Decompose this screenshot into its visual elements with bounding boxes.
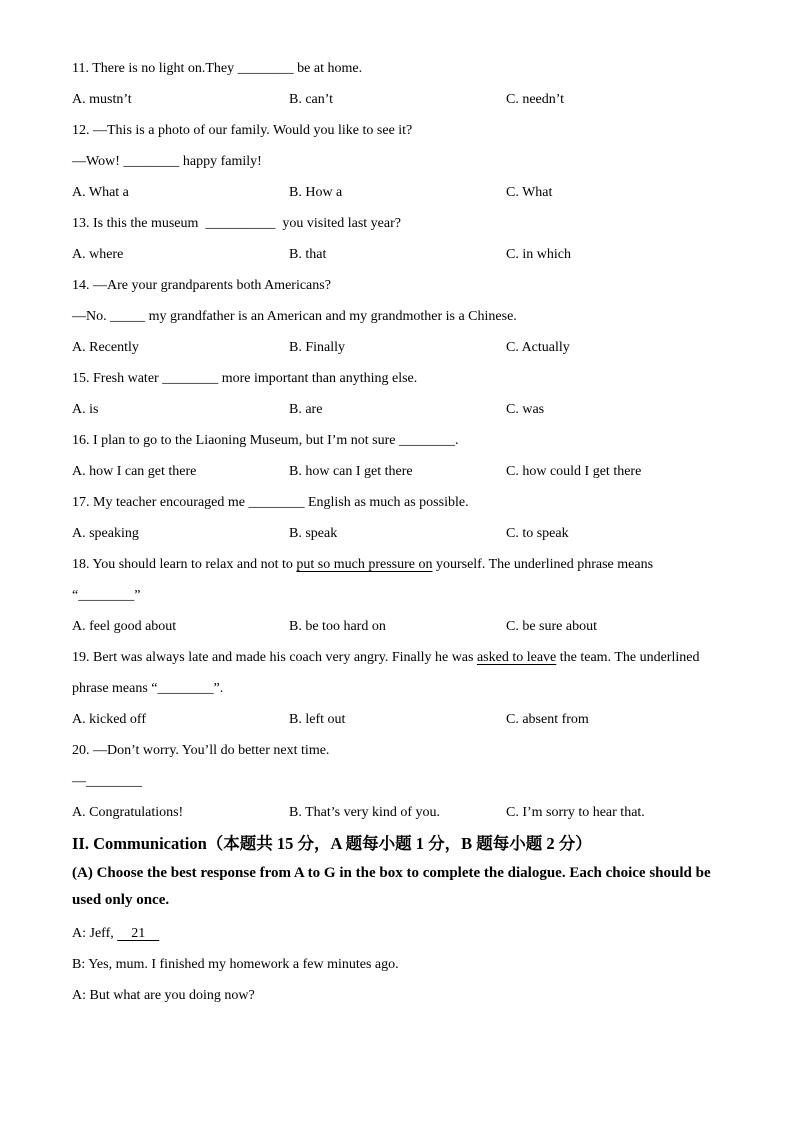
question-block-19 <box>72 642 738 735</box>
question-13-text <box>72 208 738 239</box>
question-12-option-a: A. What a <box>72 185 129 200</box>
underlined-phrase: asked to leave <box>476 650 557 665</box>
question-block-17 <box>72 487 738 549</box>
question-15-option-b: B. are <box>289 402 323 417</box>
text-segment: yourself. The underlined phrase means <box>432 557 654 572</box>
question-14-text <box>72 270 738 301</box>
question-block-11 <box>72 53 738 115</box>
text-segment: —No. _____ my grandfather is an American and my grandmother is a Chinese. <box>72 309 517 324</box>
question-block-12 <box>72 115 738 208</box>
question-20-text <box>72 735 738 766</box>
question-14-option-b: B. Finally <box>289 340 346 355</box>
questions-list <box>72 53 738 828</box>
question-15-text <box>72 363 738 394</box>
question-20-option-c: C. I’m sorry to hear that. <box>506 805 645 820</box>
text-segment: 11. There is no light on.They ________ be at home. <box>72 61 363 76</box>
question-17-options <box>72 518 738 549</box>
question-11-text <box>72 53 738 84</box>
question-16-option-a: A. how I can get there <box>72 464 197 479</box>
question-block-15 <box>72 363 738 425</box>
text-segment: —________ <box>72 774 142 789</box>
underlined-phrase: 21 <box>117 926 160 941</box>
question-14-option-a: A. Recently <box>72 340 139 355</box>
question-12-option-c: C. What <box>506 185 553 200</box>
text-segment: 20. —Don’t worry. You’ll do better next time. <box>72 743 330 758</box>
question-18-options <box>72 611 738 642</box>
question-11-option-a: A. mustn’t <box>72 92 132 107</box>
question-block-16 <box>72 425 738 487</box>
question-block-18 <box>72 549 738 642</box>
question-12-text <box>72 115 738 146</box>
text-segment: 17. My teacher encouraged me ________ English as much as possible. <box>72 495 469 510</box>
question-14-text <box>72 301 738 332</box>
text-segment: 15. Fresh water ________ more important than anything else. <box>72 371 418 386</box>
question-17-option-c: C. to speak <box>506 526 569 541</box>
text-segment: “________” <box>72 588 141 603</box>
question-16-option-c: C. how could I get there <box>506 464 642 479</box>
text-segment: 12. —This is a photo of our family. Would you like to see it? <box>72 123 413 138</box>
text-segment: 13. Is this the museum __________ you visited last year? <box>72 216 401 231</box>
question-15-option-a: A. is <box>72 402 99 417</box>
question-19-options <box>72 704 738 735</box>
question-19-option-a: A. kicked off <box>72 712 146 727</box>
question-11-option-b: B. can’t <box>289 92 334 107</box>
underlined-phrase: put so much pressure on <box>296 557 433 572</box>
dialogue-list <box>72 918 738 1011</box>
question-14-options <box>72 332 738 363</box>
text-segment: the team. The underlined <box>556 650 700 665</box>
text-segment: 18. You should learn to relax and not to <box>72 557 297 572</box>
section2-heading: II. Communication（本题共 15 分，A 题每小题 1 分，B 题每小题 2 分） <box>72 834 592 853</box>
question-block-14 <box>72 270 738 363</box>
section2-instruction: (A) Choose the best response from A to G in the box to complete the dialogue. Each choice should be used only once. <box>72 865 711 908</box>
question-19-option-c: C. absent from <box>506 712 589 727</box>
question-11-options <box>72 84 738 115</box>
question-19-text <box>72 673 738 704</box>
question-12-option-b: B. How a <box>289 185 343 200</box>
question-19-text <box>72 642 738 673</box>
question-15-options <box>72 394 738 425</box>
question-16-option-b: B. how can I get there <box>289 464 413 479</box>
question-13-option-a: A. where <box>72 247 124 262</box>
question-13-options <box>72 239 738 270</box>
text-segment: phrase means “________”. <box>72 681 224 696</box>
question-18-option-a: A. feel good about <box>72 619 177 634</box>
question-20-text <box>72 766 738 797</box>
question-18-text <box>72 580 738 611</box>
question-14-option-c: C. Actually <box>506 340 570 355</box>
question-18-option-b: B. be too hard on <box>289 619 386 634</box>
question-12-options <box>72 177 738 208</box>
question-20-option-b: B. That’s very kind of you. <box>289 805 441 820</box>
question-19-option-b: B. left out <box>289 712 346 727</box>
question-15-option-c: C. was <box>506 402 545 417</box>
question-16-text <box>72 425 738 456</box>
question-16-options <box>72 456 738 487</box>
text-segment: 19. Bert was always late and made his coach very angry. Finally he was <box>72 650 477 665</box>
text-segment: 14. —Are your grandparents both Americans? <box>72 278 331 293</box>
question-13-option-c: C. in which <box>506 247 571 262</box>
question-12-text <box>72 146 738 177</box>
text-segment: A: But what are you doing now? <box>72 988 255 1003</box>
question-17-text <box>72 487 738 518</box>
question-20-options <box>72 797 738 828</box>
text-segment: B: Yes, mum. I finished my homework a few minutes ago. <box>72 957 399 972</box>
question-18-option-c: C. be sure about <box>506 619 597 634</box>
question-11-option-c: C. needn’t <box>506 92 565 107</box>
question-17-option-a: A. speaking <box>72 526 139 541</box>
dialogue-line-1 <box>72 918 738 949</box>
question-13-option-b: B. that <box>289 247 327 262</box>
text-segment: A: Jeff, <box>72 926 118 941</box>
dialogue-line-3 <box>72 980 738 1011</box>
question-18-text <box>72 549 738 580</box>
question-17-option-b: B. speak <box>289 526 338 541</box>
question-20-option-a: A. Congratulations! <box>72 805 184 820</box>
question-block-20 <box>72 735 738 828</box>
text-segment: 16. I plan to go to the Liaoning Museum, but I’m not sure ________. <box>72 433 459 448</box>
text-segment: —Wow! ________ happy family! <box>72 154 262 169</box>
dialogue-line-2 <box>72 949 738 980</box>
question-block-13 <box>72 208 738 270</box>
